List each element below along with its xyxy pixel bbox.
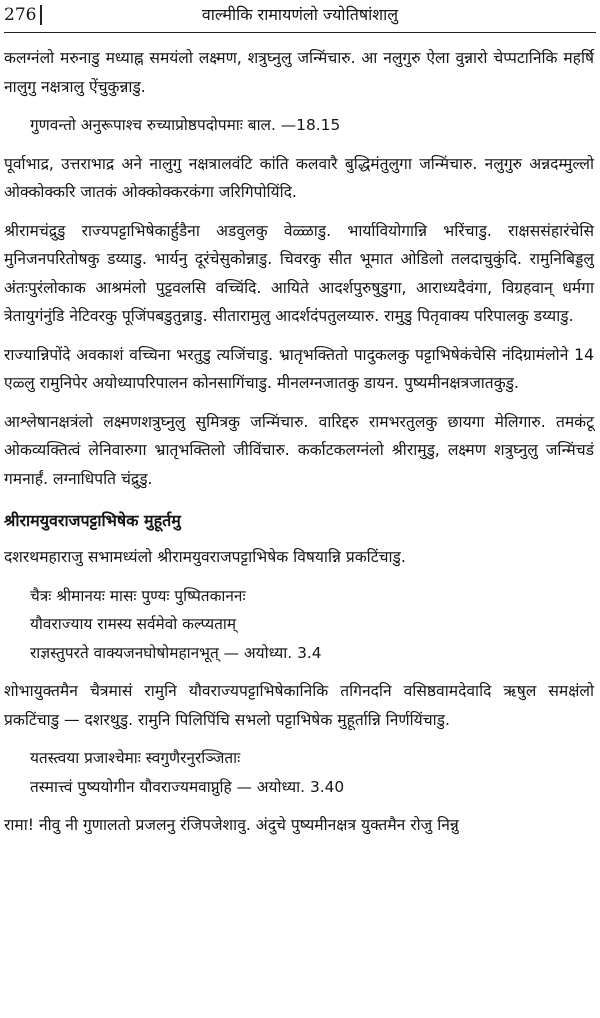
verse-quote xyxy=(30,111,594,140)
verse-line: यौवराज्याय रामस्य सर्वमेवो कल्प्यताम् xyxy=(30,615,237,633)
verse-line: यतस्त्वया प्रजाश्चेमाः स्वगुणैरनुरञ्जिताः xyxy=(30,749,241,767)
verse-line: चैत्रः श्रीमानयः मासः पुण्यः पुष्पितकाननः xyxy=(30,586,246,605)
paragraph: दशरथमहाराजु सभामध्यंलो श्रीरामयुवराजपट्टाभिषेक विषयान्नि प्रकटिंचाडु. xyxy=(4,548,406,566)
paragraph: पूर्वाभाद्र, उत्तराभाद्र अने नालुगु नक्षत्रालवंटि कांति कलवारै बुद्धिमंतुलुगा जन्मिंचारु. नलुगुरु अन्नदम्मुल्लो ओक्कोक्करि जातकं ओक्कोक्करकंगा जरिगिपोयिंदि. xyxy=(4,154,594,201)
verse-line: तस्मात्त्वं पुष्ययोगीन यौवराज्यमवाप्नुहि — अयोध्या. 3.40 xyxy=(30,777,345,796)
running-header xyxy=(4,2,596,33)
verse-quote xyxy=(30,582,594,668)
verse-quote xyxy=(30,744,594,801)
page-body xyxy=(4,44,594,850)
verse-line: राज्ञस्तुपरते वाक्यजनघोषोमहानभूत् — अयोध्या. 3.4 xyxy=(30,643,322,662)
page-number: 276 xyxy=(4,5,37,25)
paragraph: श्रीरामचंद्रुडु राज्यपट्टाभिषेकार्हुडैना अडवुलकु वेळ्ळाडु. भार्यावियोगान्नि भरिंचाडु. राक्षससंहारंचेसि मुनिजनपरितोषकु डय्याडु. भार्यनु दूरंचेसुकोन्नाडु. चिवरकु सीत भूमात ओडिलो तलदाचुकुंदि. रामुनिबिड्डलु अंतःपुरंलोकाक आश्रमंलो पुट्टवलसि वच्चिंदि. आयिते आदर्शपुरुषुडुगा, आराध्यदैवंगा, विग्रहवान् धर्मगा त्रेतायुगंनुंडि नेटिवरकु पूजिंपबडुतुन्नाडु. सीतारामुलु आदर्शदंपतुलय्यारु. रामुडु पितृवाक्य परिपालकु डय्याडु. xyxy=(4,221,594,325)
paragraph: रामा! नीवु नी गुणालतो प्रजलनु रंजिपजेशावु. अंदुचे पुष्यमीनक्षत्र युक्तमैन रोजु निन्नु xyxy=(4,816,459,834)
paragraph: राज्यान्निपोंदे अवकाशं वच्चिना भरतुडु त्यजिंचाडु. भ्रातृभक्तितो पादुकलकु पट्टाभिषेकंचेसि नंदिग्रामंलोने 14 एळ्लु रामुनिपेर अयोध्यापरिपालन कोनसागिंचाडु. मीनलग्नजातकु डायन. पुष्यमीनक्षत्रजातकुडु. xyxy=(4,345,594,392)
running-title: वाल्मीकि रामायणंलो ज्योतिषांशालु xyxy=(201,5,399,24)
paragraph: शोभायुक्तमैन चैत्रमासं रामुनि यौवराज्यपट्टाभिषेकानिकि तगिनदनि वसिष्ठवामदेवादि ऋषुल समक्षंलो प्रकटिंचाडु — दशरथुडु. रामुनि पिलिपिंचि सभलो पट्टाभिषेक मुहूर्तान्नि निर्णयिंचाडु. xyxy=(4,682,594,729)
paragraph: कलग्नंलो मरुनाडु मध्याह्न समयंलो लक्ष्मण, शत्रुघ्नुलु जन्मिंचारु. आ नलुगुरु ऐला वुन्नारो चेप्पटानिकि महर्षि नालुगु नक्षत्रालु ऐंचुकुन्नाडु. xyxy=(4,49,594,96)
section-heading: श्रीरामयुवराजपट्टाभिषेक मुहूर्तमु xyxy=(4,511,181,530)
paragraph: आश्लेषानक्षत्रंलो लक्ष्मणशत्रुघ्नुलु सुमित्रकु जन्मिंचारु. वारिद्दरु रामभरतुलकु छायगा मेलिगारु. तमकंटू ओकव्यक्तित्वं लेनिवारुगा भ्रातृभक्तिलो जीविंचारु. कर्काटकलग्नंलो श्रीरामुडु, लक्ष्मण शत्रुघ्नुलु जन्मिंचडं गमनार्हं. लग्नाधिपति चंद्रुडु. xyxy=(4,412,594,488)
verse-line: गुणवन्तो अनुरूपाश्च रुच्याप्रोष्ठपदोपमाः बाल. —18.15 xyxy=(30,116,341,134)
